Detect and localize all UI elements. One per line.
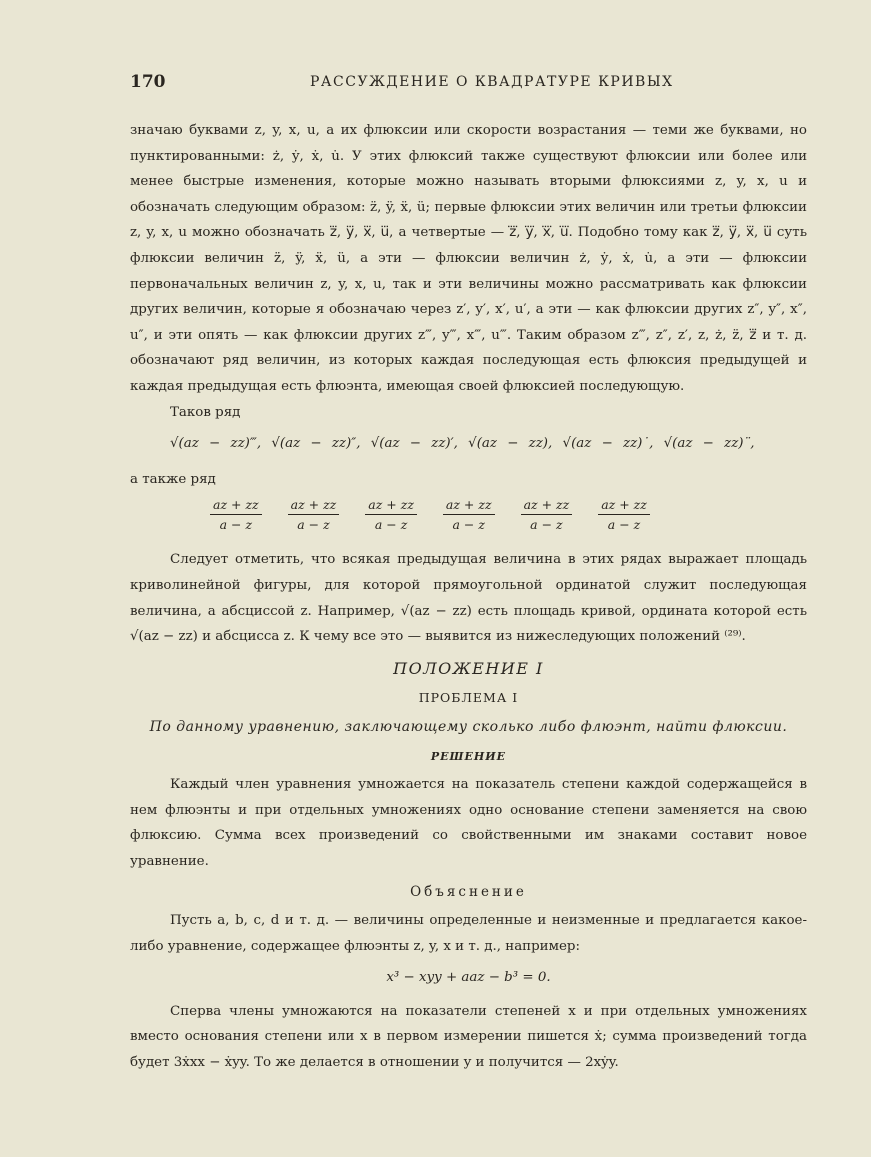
- problem-statement: По данному уравнению, заключающему сколько либо флюэнт, найти флюксии.: [149, 718, 788, 735]
- fraction-term: $\frac{az + zz}{a - z}$: [210, 496, 262, 535]
- radical-series: √(az − zz)‴, √(az − zz)″, √(az − zz)′, √(az − zz), √(az − zz)˙, √(az − zz)¨,: [170, 436, 755, 452]
- page-body: [130, 118, 807, 1076]
- section-title: ПОЛОЖЕНИЕ I: [393, 658, 544, 678]
- series-term: √(az − zz): [468, 436, 549, 452]
- running-head: РАССУЖДЕНИЕ О КВАДРАТУРЕ КРИВЫХ: [310, 74, 674, 90]
- series-term: √(az − zz)″: [271, 436, 357, 452]
- series-intro: Таков ряд: [170, 404, 241, 420]
- series-term: √(az − zz)˙: [562, 436, 650, 452]
- solution-label: РЕШЕНИЕ: [430, 750, 507, 764]
- problem-title: ПРОБЛЕМА I: [418, 690, 519, 706]
- fraction-term: $\frac{az + zz}{a - z}$: [443, 496, 495, 535]
- fraction-term: $\frac{az + zz}{a - z}$: [365, 496, 417, 535]
- fraction-term: $\frac{az + zz}{a - z}$: [288, 496, 340, 535]
- fraction-series: [210, 496, 807, 535]
- explanation-label: Объяснение: [410, 884, 527, 901]
- fraction-term: $\frac{az + zz}{a - z}$: [598, 496, 650, 535]
- series-term: √(az − zz)′: [370, 436, 454, 452]
- example-equation: x³ − xyy + aaz − b³ = 0.: [386, 970, 551, 986]
- page-number: 170: [130, 72, 166, 92]
- paragraph-area: Следует отметить, что всякая предыдущая величина в этих рядах выражает площадь криволинейной фигуры, для которой прямоугольной ординатой служит последующая величина, а абсциссой z. Например, √(az − zz) есть площадь кривой, ордината которой есть √(az − zz) и абсцисса z. К чему все это — выявится из нижеследующих положений ⁽²⁹⁾.: [130, 552, 807, 645]
- page-header: [130, 72, 807, 94]
- paragraph-fluxions: значаю буквами z, y, x, u, а их флюксии или скорости возрастания — теми же буквами, но пунктированными: ż, ẏ, ẋ, u̇. У этих флюксий также существуют флюксии или более или менее быстрые изменения, которые можно называть вторыми флюксиями z, y, x, u и обозначать следующим образом: z̈, ÿ, ẍ, ü; первые флюксии этих величин или третьи флюксии z, y, x, u можно обозначать z⃛, y⃛, x⃛, u⃛, а четвертые — z⃜, y⃜, x⃜, u⃜. Подобно тому как z⃛, y⃛, x⃛, u⃛ суть флюксии величин z̈, ÿ, ẍ, ü, а эти — флюксии величин ż, ẏ, ẋ, u̇, а эти — флюксии первоначальных величин z, y, x, u, так и эти величины можно рассматривать как флюксии других величин, которые я обозначаю через z′, y′, x′, u′, а эти — как флюксии других z″, y″, x″, u″, и эти опять — как флюксии других z‴, y‴, x‴, u‴. Таким образом z‴, z″, z′, z, ż, z̈, z⃛ и т. д. обозначают ряд величин, из которых каждая последующая есть флюксия предыдущей и каждая предыдущая есть флюэнта, имеющая своей флюксией последующую.: [130, 123, 807, 394]
- series-term: √(az − zz)‴: [170, 436, 257, 452]
- series-term: √(az − zz)¨: [663, 436, 751, 452]
- fraction-term: $\frac{az + zz}{a - z}$: [521, 496, 573, 535]
- series-intro-2: а также ряд: [130, 471, 216, 487]
- explanation-text: Пусть a, b, c, d и т. д. — величины определенные и неизменные и предлагается какое-либо уравнение, содержащее флюэнты z, y, x и т. д., например:: [130, 913, 807, 954]
- final-paragraph: Сперва члены умножаются на показатели степеней x и при отдельных умножениях вместо основания степени или x в первом измерении пишется ẋ; сумма произведений тогда будет 3ẋxx − ẋyy. То же делается в отношении y и получится — 2xẏy.: [130, 1003, 807, 1070]
- solution-text: Каждый член уравнения умножается на показатель степени каждой содержащейся в нем флюэнты и при отдельных умножениях одно основание степени заменяется на свою флюксию. Сумма всех произведений со свойственными им знаками составит новое уравнение.: [130, 777, 807, 869]
